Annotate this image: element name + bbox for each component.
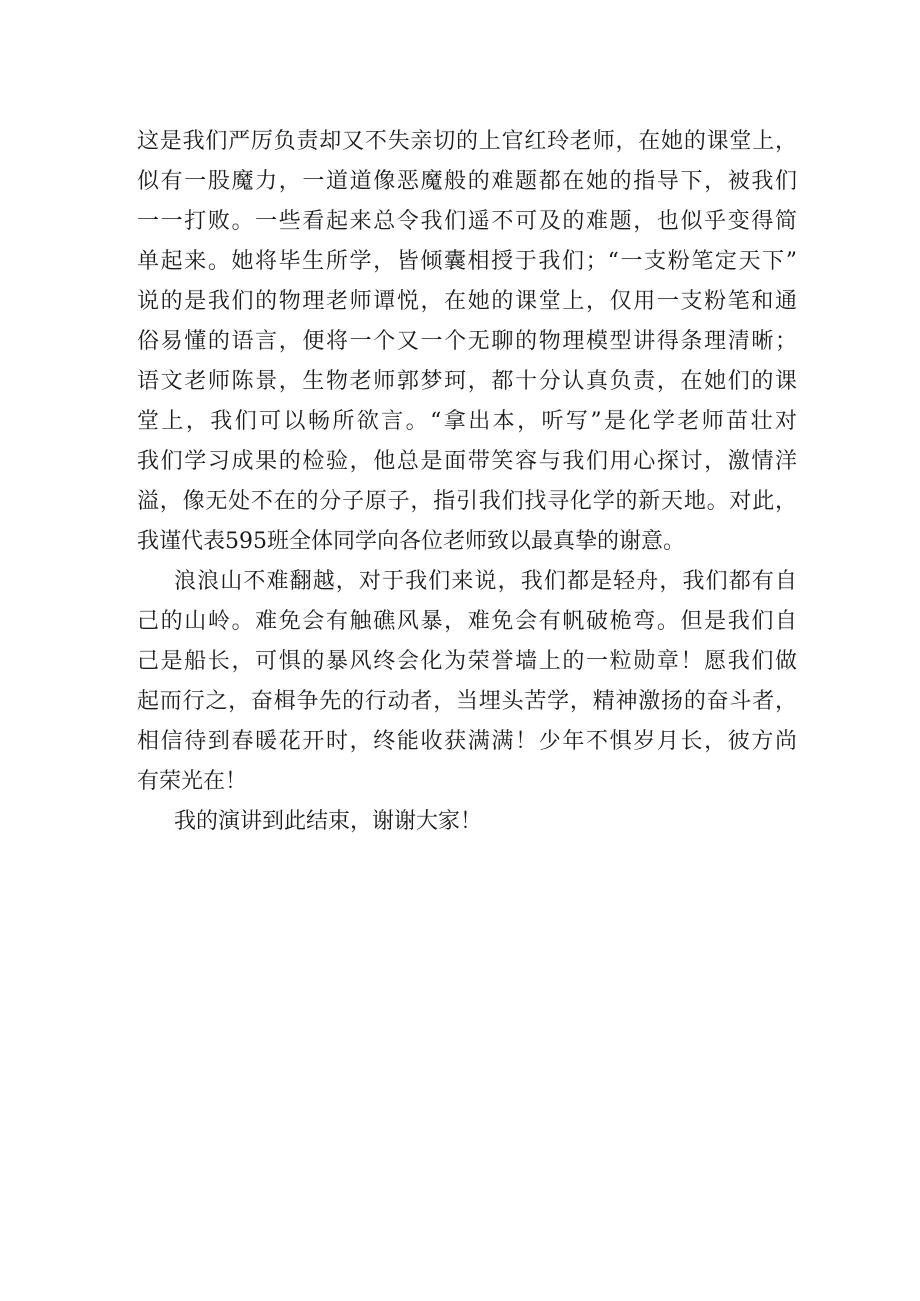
- text-line: 己是船长，可惧的暴风终会化为荣誉墙上的一粒勋章！愿我们做: [137, 649, 797, 674]
- text-line: 堂上，我们可以畅所欲言。“拿出本，听写”是化学老师苗壮对: [137, 409, 797, 434]
- text-line: 我们学习成果的检验，他总是面带笑容与我们用心探讨，激情洋: [137, 449, 797, 474]
- text-line: 语文老师陈景，生物老师郭梦珂，都十分认真负责，在她们的课: [137, 369, 797, 394]
- text-line: 己的山岭。难免会有触礁风暴，难免会有帆破桅弯。但是我们自: [137, 609, 797, 634]
- text-line: 这是我们严厉负责却又不失亲切的上官红玲老师，在她的课堂上，: [137, 129, 797, 154]
- text-line: 起而行之，奋楫争先的行动者，当埋头苦学，精神激扬的奋斗者，: [137, 689, 797, 714]
- text-line: 溢，像无处不在的分子原子，指引我们找寻化学的新天地。对此，: [137, 489, 797, 514]
- text-line: 有荣光在！: [137, 769, 248, 794]
- text-line: 浪浪山不难翻越，对于我们来说，我们都是轻舟，我们都有自: [174, 569, 797, 594]
- text-line: 相信待到春暖花开时，终能收获满满！少年不惧岁月长，彼方尚: [137, 729, 797, 754]
- text-line: 俗易懂的语言，便将一个又一个无聊的物理模型讲得条理清晰；: [137, 329, 797, 354]
- text-line: 我谨代表595班全体同学向各位老师致以最真挚的谢意。: [137, 529, 685, 554]
- text-line: 说的是我们的物理老师谭悦，在她的课堂上，仅用一支粉笔和通: [137, 289, 797, 314]
- text-line: 似有一股魔力，一道道像恶魔般的难题都在她的指导下，被我们: [137, 169, 797, 194]
- text-line: 我的演讲到此结束，谢谢大家！: [174, 809, 483, 834]
- text-line: 单起来。她将毕生所学，皆倾囊相授于我们；“一支粉笔定天下”: [137, 249, 797, 274]
- speech-text: [137, 122, 797, 842]
- text-line: 一一打败。一些看起来总令我们遥不可及的难题，也似乎变得简: [137, 209, 797, 234]
